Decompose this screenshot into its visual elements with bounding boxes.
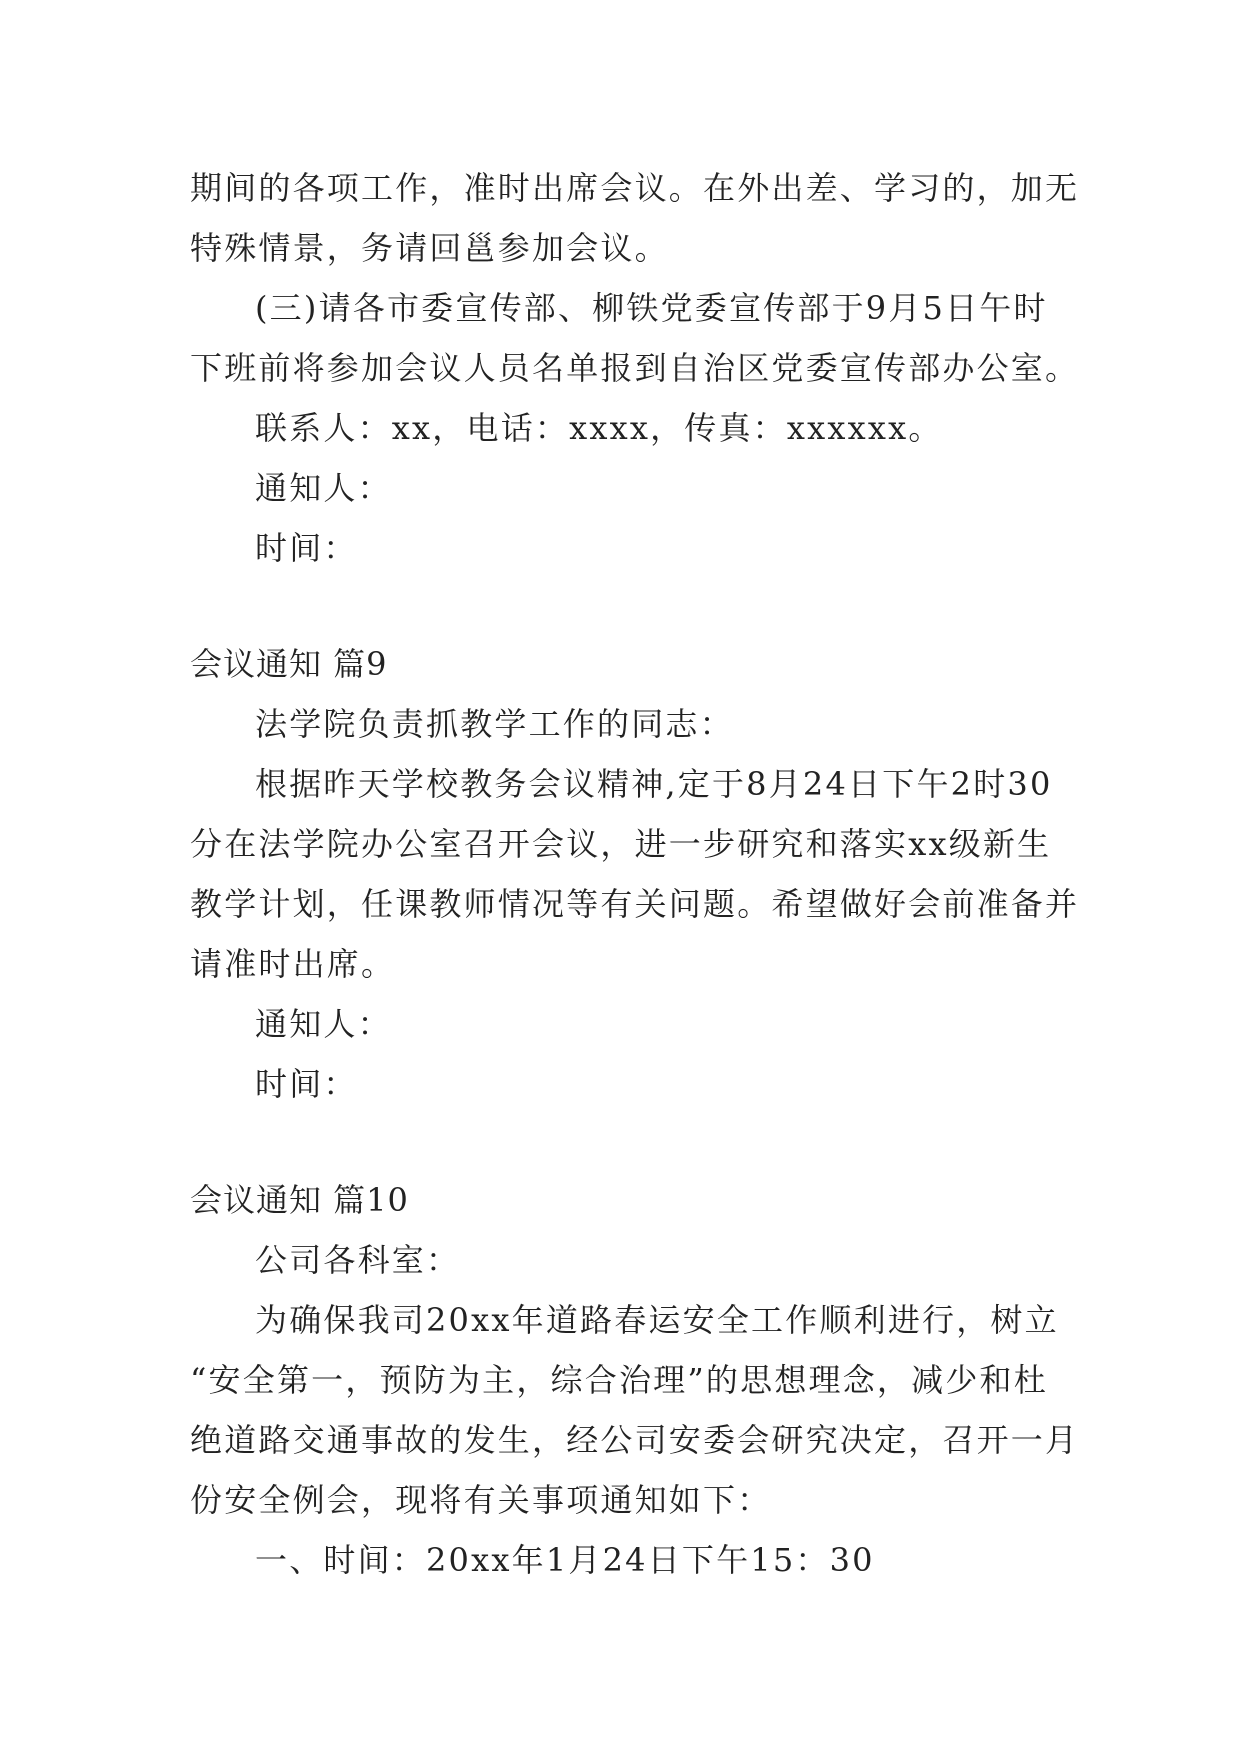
notifier-line: 通知人： bbox=[255, 469, 392, 507]
paragraph-line: 份安全例会，现将有关事项通知如下： bbox=[190, 1481, 772, 1519]
contact-line: 联系人：xx，电话：xxxx，传真：xxxxxx。 bbox=[255, 409, 943, 447]
paragraph-line: 根据昨天学校教务会议精神,定于8月24日下午2时30 bbox=[255, 765, 1053, 803]
section-title: 会议通知 篇9 bbox=[190, 645, 388, 683]
paragraph-line: 请准时出席。 bbox=[190, 945, 396, 983]
time-line: 时间： bbox=[255, 529, 358, 567]
paragraph-line: 特殊情景，务请回邕参加会议。 bbox=[190, 229, 669, 267]
list-item: 一、时间：20xx年1月24日下午15：30 bbox=[255, 1541, 875, 1579]
paragraph-line: 绝道路交通事故的发生，经公司安委会研究决定，召开一月 bbox=[190, 1421, 1080, 1459]
paragraph-line: 教学计划，任课教师情况等有关问题。希望做好会前准备并 bbox=[190, 885, 1080, 923]
paragraph-line: 分在法学院办公室召开会议，进一步研究和落实xx级新生 bbox=[190, 825, 1052, 863]
notifier-line: 通知人： bbox=[255, 1005, 392, 1043]
time-line: 时间： bbox=[255, 1065, 358, 1103]
salutation: 法学院负责抓教学工作的同志： bbox=[255, 705, 734, 743]
section-title: 会议通知 篇10 bbox=[190, 1181, 409, 1219]
paragraph-line: (三)请各市委宣传部、柳铁党委宣传部于9月5日午时 bbox=[255, 289, 1048, 327]
salutation: 公司各科室： bbox=[255, 1241, 461, 1279]
paragraph-line: 为确保我司20xx年道路春运安全工作顺利进行，树立 bbox=[255, 1301, 1059, 1339]
paragraph-line: “安全第一，预防为主，综合治理”的思想理念，减少和杜 bbox=[190, 1361, 1048, 1399]
paragraph-line: 下班前将参加会议人员名单报到自治区党委宣传部办公室。 bbox=[190, 349, 1080, 387]
paragraph-line: 期间的各项工作，准时出席会议。在外出差、学习的，加无 bbox=[190, 169, 1080, 207]
